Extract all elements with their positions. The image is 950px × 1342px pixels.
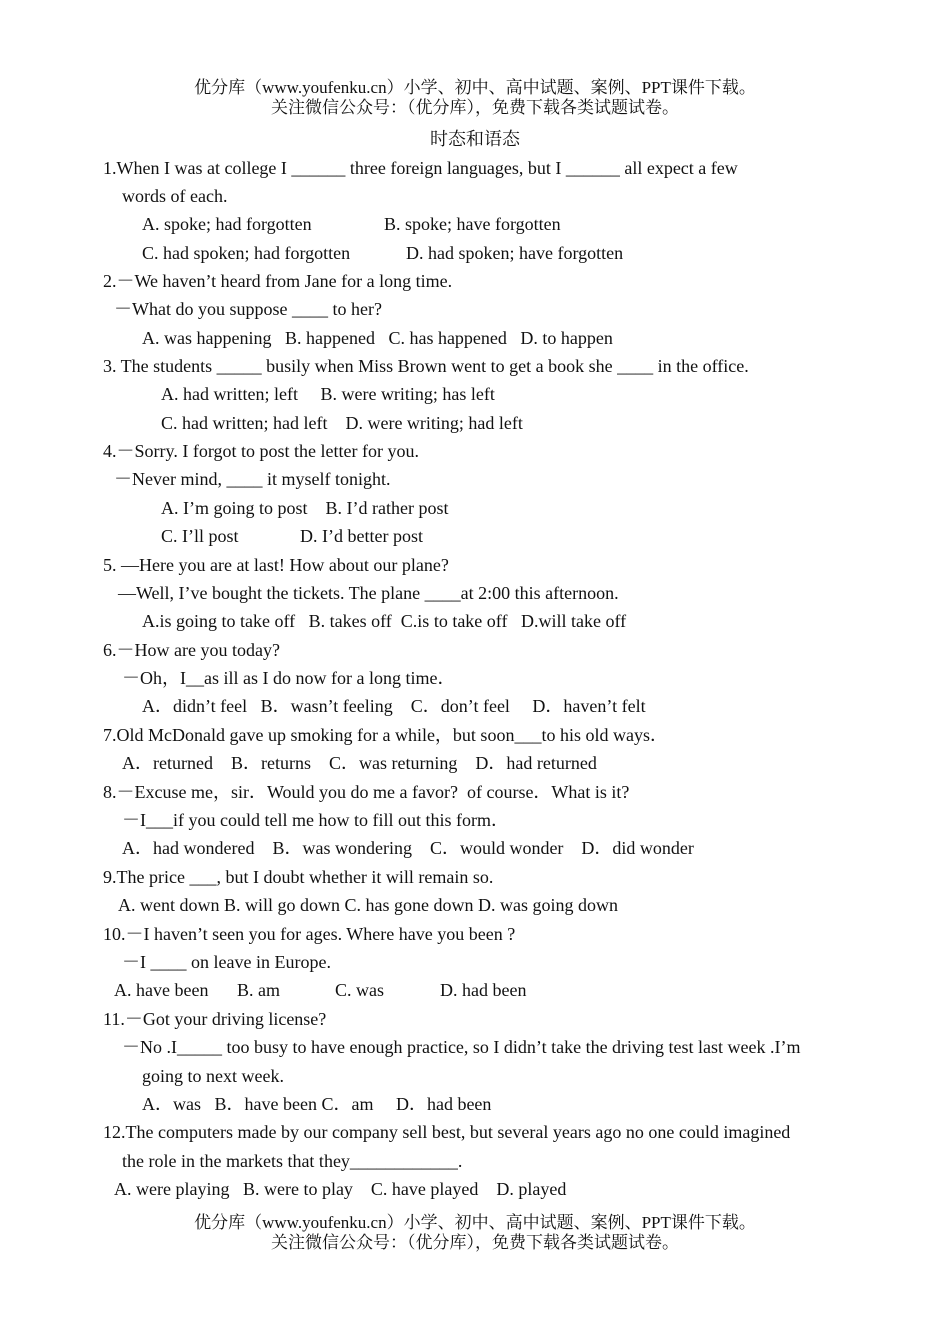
question-3-options-cd: C. had written; had left D. were writing; had left <box>161 413 523 433</box>
question-11-reply: －No .I_____ too busy to have enough practice, so I didn’t take the driving test last week .I’m <box>122 1037 801 1057</box>
question-12-stem-cont: the role in the markets that they____________. <box>122 1151 463 1171</box>
question-8-reply: －I___if you could tell me how to fill out this form． <box>122 810 509 830</box>
question-1-option-a: A. spoke; had forgotten <box>142 214 312 234</box>
footer-line-1: 优分库（www.youfenku.cn）小学、初中、高中试题、案例、PPT课件下载。 <box>194 1213 756 1232</box>
question-4-option-c: C. I’ll post <box>161 526 239 546</box>
question-1-stem-cont: words of each. <box>122 186 228 206</box>
question-8-options: A．had wondered B．was wondering C．would wonder D．did wonder <box>122 838 694 858</box>
question-8-stem: 8.－Excuse me，sir．Would you do me a favor? of course．What is it? <box>103 782 630 802</box>
page-title: 时态和语态 <box>430 129 520 149</box>
question-4-stem: 4.－Sorry. I forgot to post the letter for you. <box>103 441 419 461</box>
question-3-options-ab: A. had written; left B. were writing; has left <box>161 384 495 404</box>
question-1-option-b: B. spoke; have forgotten <box>384 214 561 234</box>
question-12-options: A. were playing B. were to play C. have played D. played <box>114 1179 567 1199</box>
question-4-option-d: D. I’d better post <box>300 526 423 546</box>
question-1-stem: 1.When I was at college I ______ three foreign languages, but I ______ all expect a few <box>103 158 738 178</box>
question-6-stem: 6.－How are you today? <box>103 640 280 660</box>
question-4-reply: －Never mind, ____ it myself tonight. <box>114 469 391 489</box>
question-5-reply: —Well, I’ve bought the tickets. The plane ____at 2:00 this afternoon. <box>118 583 619 603</box>
question-9-options: A. went down B. will go down C. has gone down D. was going down <box>118 895 618 915</box>
question-2-stem: 2.－We haven’t heard from Jane for a long time. <box>103 271 453 291</box>
question-1-option-c: C. had spoken; had forgotten <box>142 243 351 263</box>
question-5-options: A.is going to take off B. takes off C.is to take off D.will take off <box>142 611 627 631</box>
question-12-stem: 12.The computers made by our company sell best, but several years ago no one could imagined <box>103 1122 791 1142</box>
question-6-reply: －Oh，I__as ill as I do now for a long time． <box>122 668 456 688</box>
question-10-option-c: C. was <box>335 980 384 1000</box>
question-10-option-b: B. am <box>237 980 280 1000</box>
question-4-options-ab: A. I’m going to post B. I’d rather post <box>161 498 449 518</box>
question-7-options: A．returned B．returns C．was returning D．had returned <box>122 753 597 773</box>
question-10-reply: －I ____ on leave in Europe. <box>122 952 331 972</box>
question-2-reply: －What do you suppose ____ to her? <box>114 299 382 319</box>
question-2-options: A. was happening B. happened C. has happened D. to happen <box>142 328 613 348</box>
question-11-options: A．was B．have been C．am D．had been <box>142 1094 492 1114</box>
question-9-stem: 9.The price ___, but I doubt whether it will remain so. <box>103 867 494 887</box>
question-1-option-d: D. had spoken; have forgotten <box>406 243 624 263</box>
question-7-stem: 7.Old McDonald gave up smoking for a while，but soon___to his old ways． <box>103 725 668 745</box>
question-10-option-a: A. have been <box>114 980 209 1000</box>
question-3-stem: 3. The students _____ busily when Miss Brown went to get a book she ____ in the office. <box>103 356 749 376</box>
question-6-options: A．didn’t feel B．wasn’t feeling C．don’t feel D．haven’t felt <box>142 696 646 716</box>
question-5-stem: 5. —Here you are at last! How about our plane? <box>103 555 449 575</box>
footer-line-2: 关注微信公众号：（优分库），免费下载各类试题试卷。 <box>271 1233 679 1252</box>
question-10-option-d: D. had been <box>440 980 527 1000</box>
header-line-2: 关注微信公众号：（优分库），免费下载各类试题试卷。 <box>271 98 679 117</box>
question-11-stem: 11.－Got your driving license? <box>103 1009 327 1029</box>
question-10-stem: 10.－I haven’t seen you for ages. Where have you been ? <box>103 924 516 944</box>
header-line-1: 优分库（www.youfenku.cn）小学、初中、高中试题、案例、PPT课件下载。 <box>194 78 756 97</box>
question-11-reply-cont: going to next week. <box>142 1066 284 1086</box>
